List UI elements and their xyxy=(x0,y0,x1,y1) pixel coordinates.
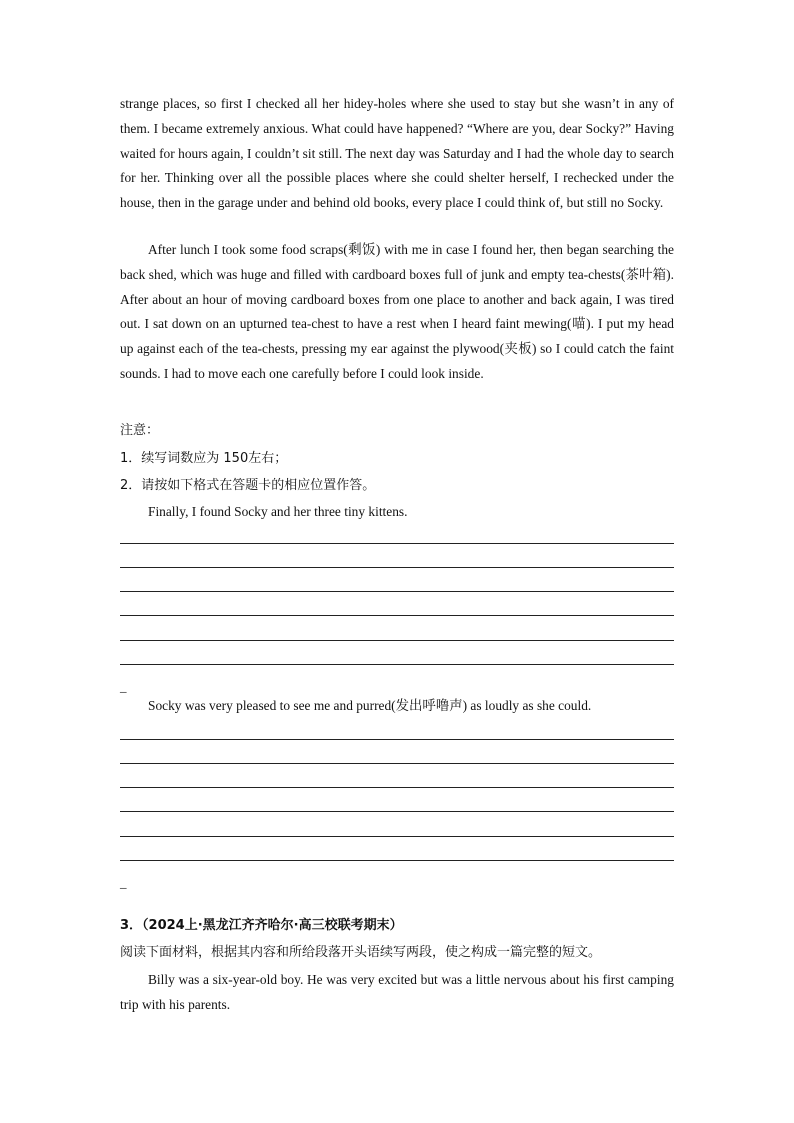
notes-item-1: 1．续写词数应为 150左右； xyxy=(120,451,288,466)
answer-line xyxy=(120,664,674,665)
prompt-paragraph-1: Finally, I found Socky and her three tiny kittens. xyxy=(148,504,408,519)
answer-line xyxy=(120,543,674,544)
answer-line xyxy=(120,860,674,861)
notes-item-2: 2．请按如下格式在答题卡的相应位置作答。 xyxy=(120,478,376,493)
answer-line xyxy=(120,640,674,641)
question-3-paragraph: Billy was a six-year-old boy. He was very excited but was a little nervous about his first camping trip with his parents. xyxy=(120,972,674,1012)
answer-end-mark: _ xyxy=(120,679,127,694)
answer-line xyxy=(120,615,674,616)
notes-heading: 注意： xyxy=(120,423,160,438)
answer-line xyxy=(120,787,674,788)
answer-line xyxy=(120,567,674,568)
passage-paragraph-2: After lunch I took some food scraps(剩饭) with me in case I found her, then began searching the back shed, which was huge and filled with cardboard boxes full of junk and empty tea-chests(茶叶箱). After about an hour of moving cardboard boxes from one place to another and back again, I was tired out. I sat down on an upturned tea-chest to have a rest when I heard faint mewing(喵). I put my head up against each of the tea-chests, pressing my ear against the plywood(夹板) so I could catch the faint sounds. I had to move each one carefully before I could look inside. xyxy=(120,242,674,381)
answer-line xyxy=(120,836,674,837)
prompt-paragraph-2: Socky was very pleased to see me and purred(发出呼噜声) as loudly as she could. xyxy=(148,698,592,713)
answer-line xyxy=(120,763,674,764)
passage-paragraph-1: strange places, so first I checked all her hidey-holes where she used to stay but she wasn’t in any of them. I became extremely anxious. What could have happened? “Where are you, dear Socky?” Having waited for hours again, I couldn’t sit still. The next day was Saturday and I had the whole day to search for her. Thinking over all the possible places where she could shelter herself, I rechecked under the house, then in the garage under and behind old books, every place I could think of, but still no Socky. xyxy=(120,96,674,211)
answer-line xyxy=(120,591,674,592)
answer-line xyxy=(120,811,674,812)
answer-end-mark: _ xyxy=(120,875,127,890)
question-3-title: 3．（2024上·黑龙江齐齐哈尔·高三校联考期末） xyxy=(120,918,403,933)
question-3-instruction: 阅读下面材料，根据其内容和所给段落开头语续写两段，使之构成一篇完整的短文。 xyxy=(120,945,602,960)
answer-line xyxy=(120,739,674,740)
